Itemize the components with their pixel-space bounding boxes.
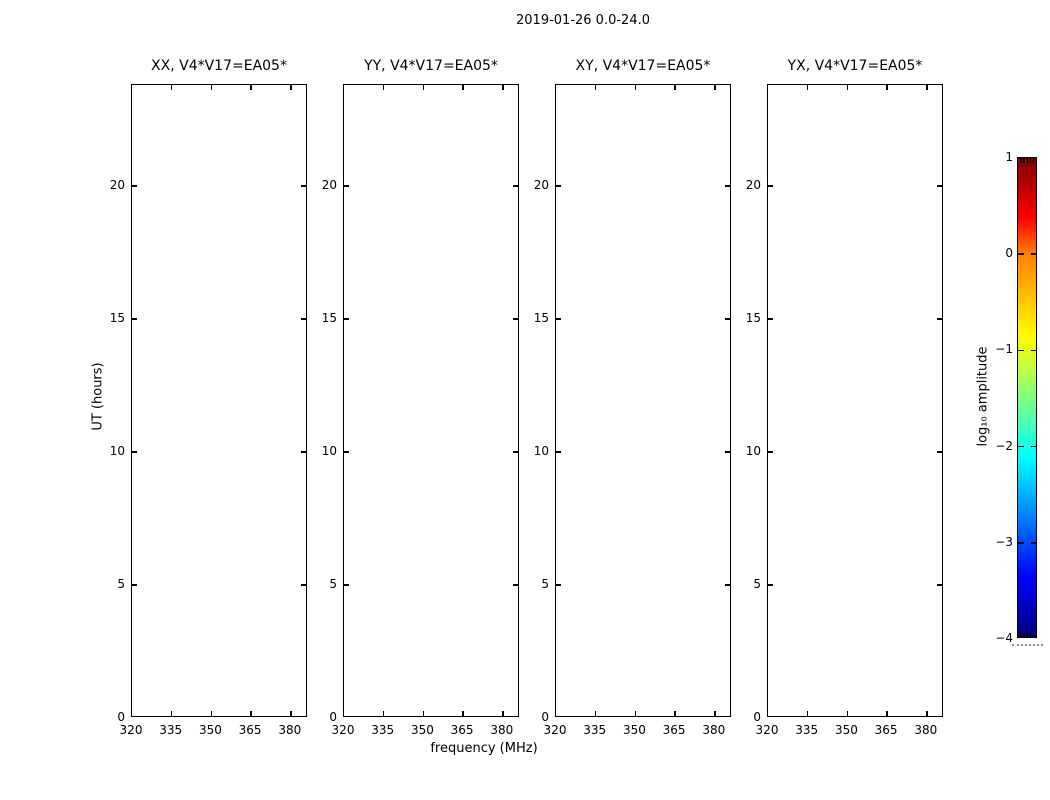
y-tick-label: 15 [321, 311, 337, 326]
x-tick-label: 335 [795, 723, 819, 737]
y-tick-label: 5 [329, 577, 337, 592]
colorbar-tick-label: 0 [1005, 246, 1013, 261]
x-tick-label: 380 [278, 723, 302, 737]
colorbar-tick [1018, 542, 1024, 544]
colorbar [1017, 157, 1037, 638]
x-tick [847, 711, 849, 716]
y-tick-label: 0 [329, 710, 337, 724]
y-tick [937, 318, 942, 320]
colorbar-tick [1031, 446, 1037, 448]
x-tick [674, 85, 676, 90]
y-tick-label: 10 [533, 444, 549, 459]
x-tick-label: 335 [159, 723, 183, 737]
x-tick [290, 711, 292, 716]
x-tick-label: 365 [238, 723, 262, 737]
colorbar-tick-label: 1 [1005, 150, 1013, 164]
figure-title: 2019-01-26 0.0-24.0 [516, 13, 650, 28]
x-tick [211, 85, 213, 90]
colorbar-tick-label: −3 [995, 534, 1013, 549]
x-tick [926, 711, 928, 716]
x-tick [635, 85, 637, 90]
colorbar-minor-tick [1027, 158, 1029, 163]
colorbar-minor-tick [1020, 158, 1022, 163]
x-tick-label: 320 [331, 723, 355, 737]
x-tick [502, 85, 504, 90]
x-tick [714, 711, 716, 716]
x-tick [886, 85, 888, 90]
x-tick [171, 85, 173, 90]
y-tick [132, 451, 137, 453]
x-tick-label: 320 [543, 723, 567, 737]
y-tick-label: 5 [541, 577, 549, 592]
x-tick [250, 711, 252, 716]
x-tick-label: 335 [371, 723, 395, 737]
x-tick [211, 711, 213, 716]
x-tick [674, 711, 676, 716]
subplot-frame-xy [555, 84, 731, 717]
colorbar-tick-label: −1 [995, 342, 1013, 357]
x-tick-label: 350 [834, 723, 858, 737]
subplot-title-xy: XY, V4*V17=EA05* [575, 58, 711, 74]
x-tick-label: 335 [583, 723, 607, 737]
y-tick [768, 451, 773, 453]
x-tick [383, 85, 385, 90]
y-tick [937, 584, 942, 586]
colorbar-minor-tick [1033, 632, 1035, 637]
x-tick [502, 711, 504, 716]
x-tick [847, 85, 849, 90]
colorbar-tick [1031, 253, 1037, 255]
y-tick-label: 20 [533, 178, 549, 193]
x-tick [290, 85, 292, 90]
y-tick-label: 5 [753, 577, 761, 592]
x-tick [423, 711, 425, 716]
subplot-title-yy: YY, V4*V17=EA05* [364, 58, 498, 74]
y-tick [556, 185, 561, 187]
colorbar-minor-tick [1030, 632, 1032, 637]
y-tick [768, 318, 773, 320]
y-tick-label: 15 [533, 311, 549, 326]
subplot-title-xx: XX, V4*V17=EA05* [151, 58, 287, 74]
y-tick-label: 0 [753, 710, 761, 724]
x-tick-label: 365 [874, 723, 898, 737]
y-tick-label: 10 [109, 444, 125, 459]
x-tick-label: 350 [198, 723, 222, 737]
x-tick [171, 711, 173, 716]
y-axis-label: UT (hours) [90, 362, 106, 431]
y-tick-label: 10 [745, 444, 761, 459]
y-tick [556, 584, 561, 586]
y-tick [132, 318, 137, 320]
colorbar-label: log₁₀ amplitude [975, 346, 991, 447]
colorbar-tick [1018, 350, 1024, 352]
colorbar-minor-tick [1030, 158, 1032, 163]
y-tick [556, 318, 561, 320]
colorbar-minor-tick [1027, 632, 1029, 637]
y-tick [344, 185, 349, 187]
colorbar-underline [1012, 644, 1043, 646]
colorbar-tick-label: −2 [995, 438, 1013, 453]
colorbar-tick [1018, 253, 1024, 255]
x-tick [250, 85, 252, 90]
x-tick-label: 350 [410, 723, 434, 737]
colorbar-minor-tick [1020, 632, 1022, 637]
y-tick-label: 15 [109, 311, 125, 326]
y-tick-label: 10 [321, 444, 337, 459]
x-tick [423, 85, 425, 90]
subplot-frame-yy [343, 84, 519, 717]
x-tick-label: 380 [914, 723, 938, 737]
colorbar-minor-tick [1033, 158, 1035, 163]
x-tick-label: 380 [490, 723, 514, 737]
subplot-title-yx: YX, V4*V17=EA05* [787, 58, 923, 74]
y-tick-label: 20 [321, 178, 337, 193]
y-tick [556, 451, 561, 453]
x-tick-label: 320 [755, 723, 779, 737]
x-tick [886, 711, 888, 716]
x-tick [595, 711, 597, 716]
colorbar-tick [1031, 542, 1037, 544]
y-tick [768, 584, 773, 586]
x-tick-label: 365 [662, 723, 686, 737]
colorbar-minor-tick [1023, 632, 1025, 637]
x-axis-label: frequency (MHz) [430, 741, 538, 756]
y-tick [937, 451, 942, 453]
y-tick-label: 0 [117, 710, 125, 724]
x-tick [462, 711, 464, 716]
y-tick [132, 185, 137, 187]
y-tick [344, 451, 349, 453]
y-tick [937, 185, 942, 187]
x-tick-label: 380 [702, 723, 726, 737]
x-tick [635, 711, 637, 716]
y-tick-label: 0 [541, 710, 549, 724]
colorbar-minor-tick [1023, 158, 1025, 163]
y-tick-label: 15 [745, 311, 761, 326]
subplot-frame-yx [767, 84, 943, 717]
x-tick [807, 85, 809, 90]
x-tick-label: 350 [622, 723, 646, 737]
y-tick-label: 20 [109, 178, 125, 193]
x-tick [807, 711, 809, 716]
x-tick-label: 365 [450, 723, 474, 737]
colorbar-tick [1018, 446, 1024, 448]
y-tick [768, 185, 773, 187]
x-tick-label: 320 [119, 723, 143, 737]
y-tick [344, 584, 349, 586]
y-tick-label: 5 [117, 577, 125, 592]
y-tick [344, 318, 349, 320]
x-tick [926, 85, 928, 90]
x-tick [595, 85, 597, 90]
x-tick [462, 85, 464, 90]
y-tick [132, 584, 137, 586]
subplot-frame-xx [131, 84, 307, 717]
colorbar-tick [1031, 350, 1037, 352]
y-tick-label: 20 [745, 178, 761, 193]
x-tick [714, 85, 716, 90]
x-tick [383, 711, 385, 716]
colorbar-tick-label: −4 [995, 631, 1013, 645]
